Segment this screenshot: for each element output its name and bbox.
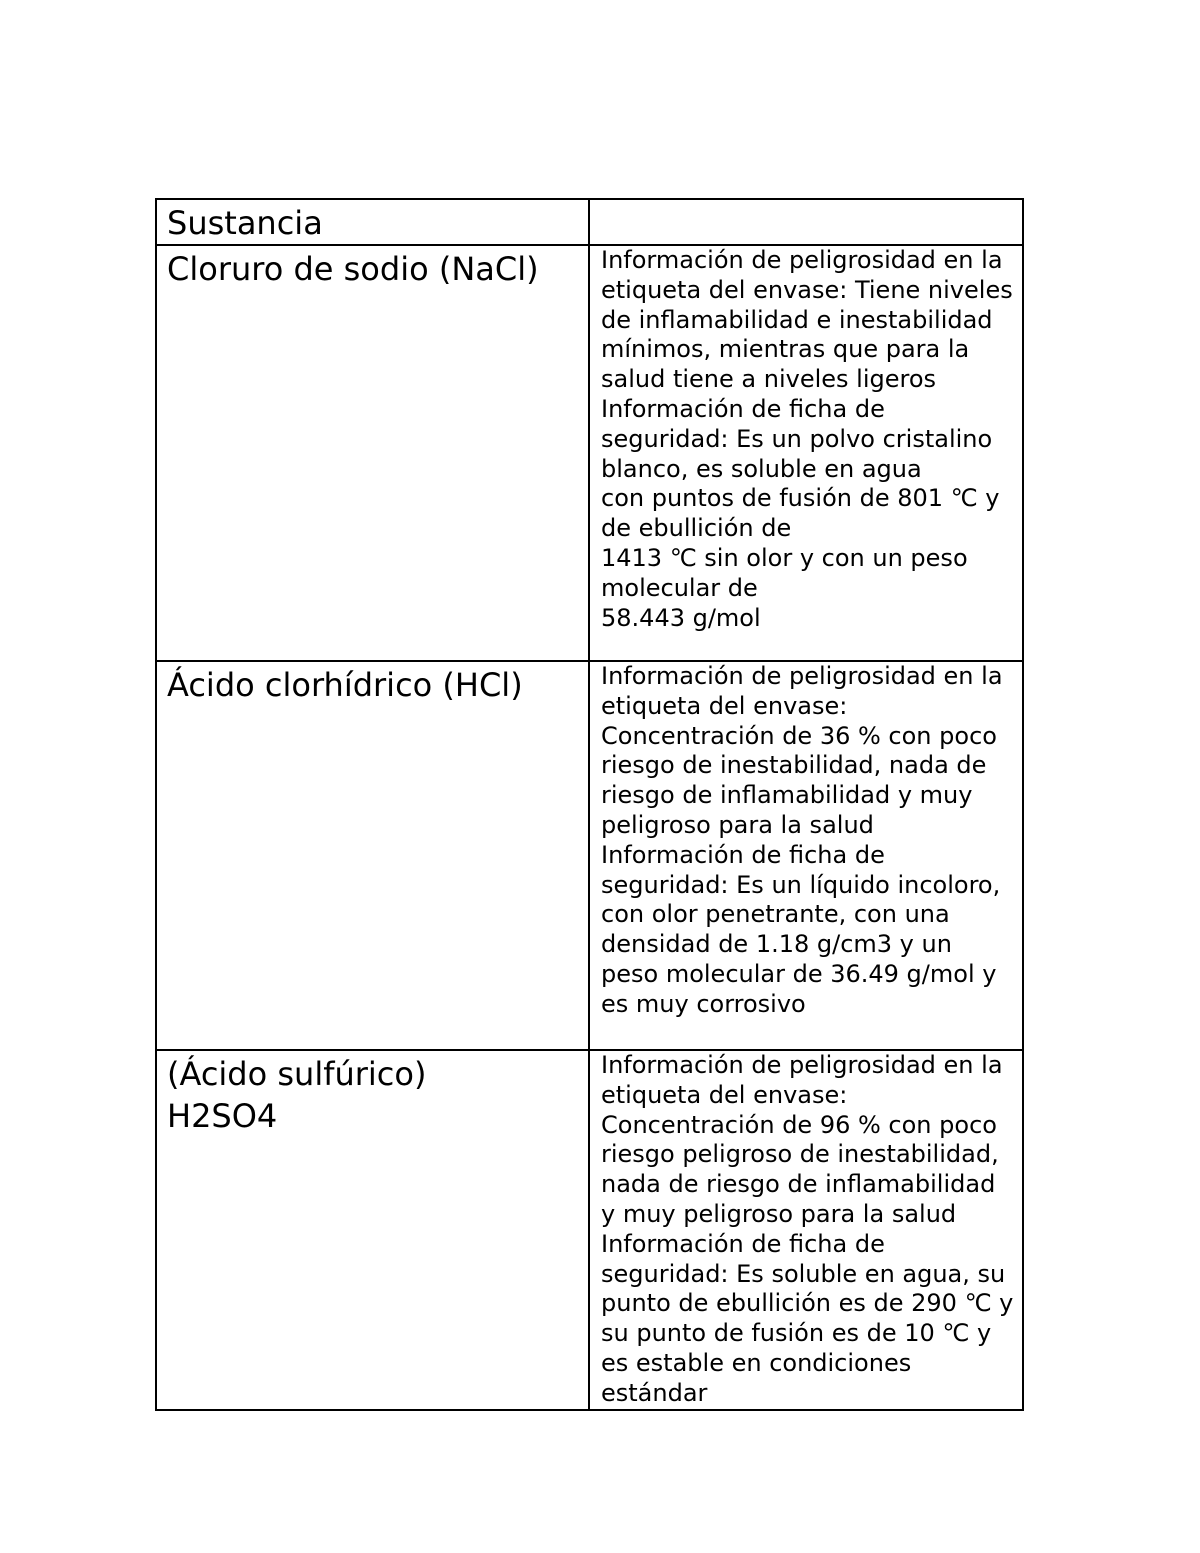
substance-info-cell: Información de peligrosidad en la etiqueta del envase: Concentración de 96 % con poco riesgo peligroso de inestabilidad, nada de riesgo de inflamabilidad y muy peligroso para la salud Información de ficha de seguridad: Es soluble en agua, su punto de ebullición es de 290 ℃ y su punto de fusión es de 10 ℃ y es estable en condiciones estándar [589,1050,1023,1410]
header-substance-cell: Sustancia [156,199,589,245]
substance-name-cell: Cloruro de sodio (NaCl) [156,245,589,661]
table-row [156,245,1023,661]
table-header-row [156,199,1023,245]
header-info-cell [589,199,1023,245]
substances-table [155,198,1024,1411]
substance-name-cell: (Ácido sulfúrico) H2SO4 [156,1050,589,1410]
substance-name-cell: Ácido clorhídrico (HCl) [156,661,589,1050]
table-row [156,1050,1023,1410]
substance-info-cell: Información de peligrosidad en la etiqueta del envase: Tiene niveles de inflamabilidad e inestabilidad mínimos, mientras que para la salud tiene a niveles ligeros Información de ficha de seguridad: Es un polvo cristalino blanco, es soluble en agua con puntos de fusión de 801 ℃ y de ebullición de 1413 ℃ sin olor y con un peso molecular de 58.443 g/mol [589,245,1023,661]
substance-info-cell: Información de peligrosidad en la etiqueta del envase: Concentración de 36 % con poco riesgo de inestabilidad, nada de riesgo de inflamabilidad y muy peligroso para la salud Información de ficha de seguridad: Es un líquido incoloro, con olor penetrante, con una densidad de 1.18 g/cm3 y un peso molecular de 36.49 g/mol y es muy corrosivo [589,661,1023,1050]
table-row [156,661,1023,1050]
